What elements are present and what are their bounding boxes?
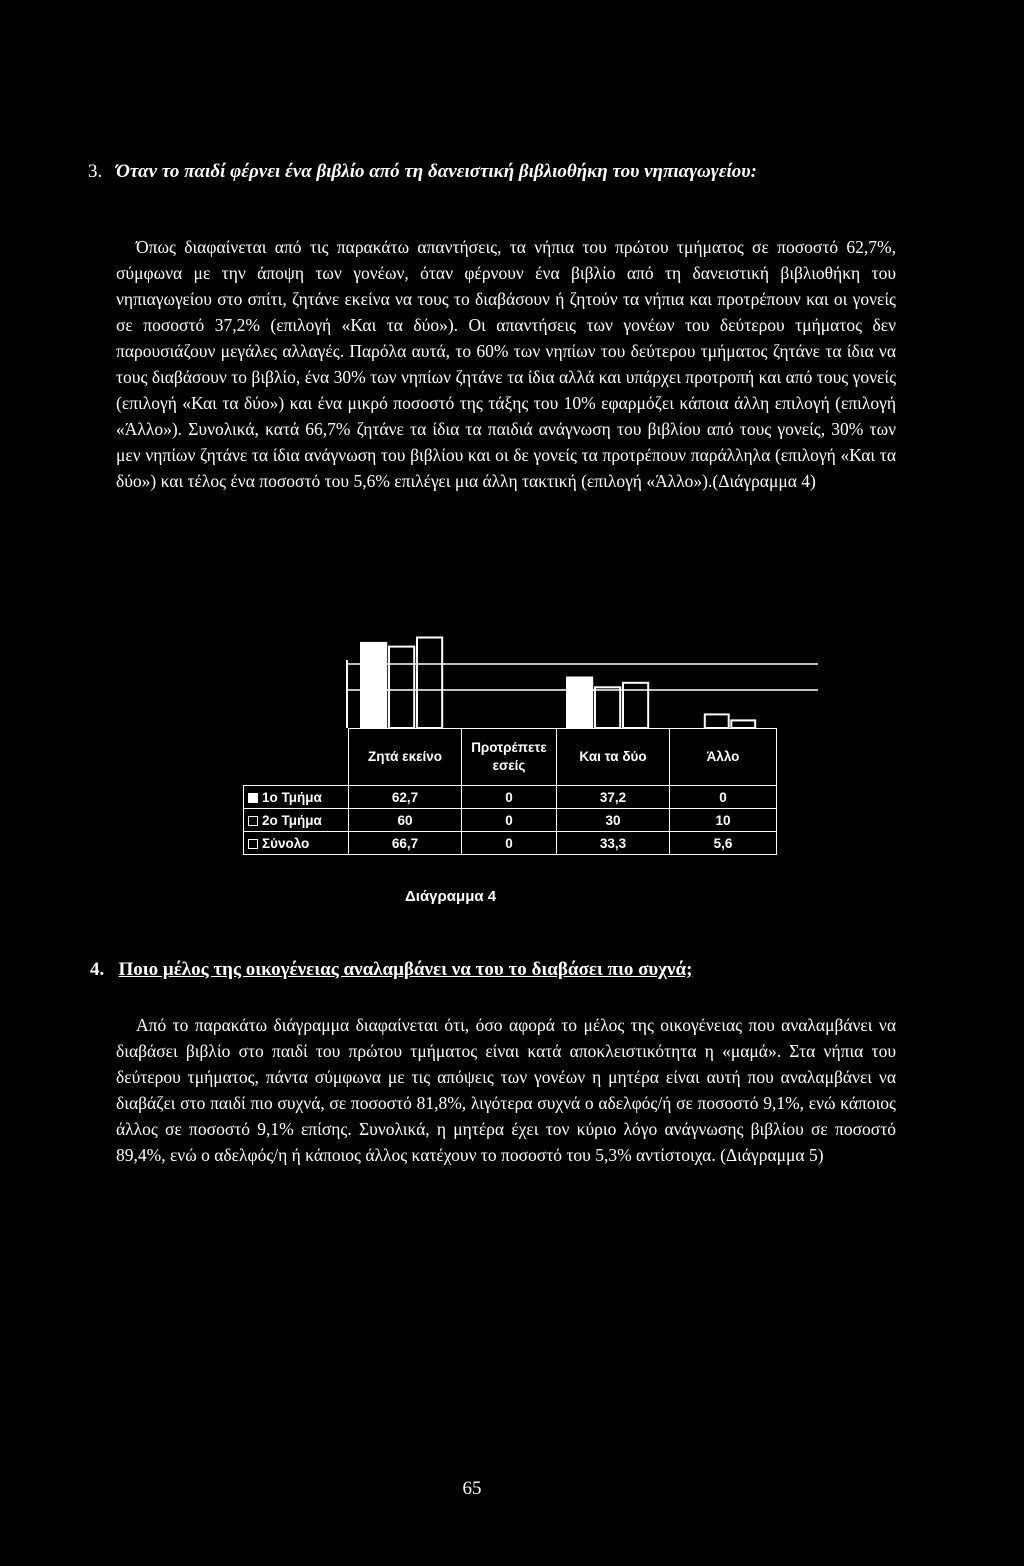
legend-entry: Σύνολο	[244, 832, 349, 855]
bar-1-2	[595, 687, 620, 728]
data-label: 5,6	[670, 832, 777, 855]
table-header-cell: Άλλο	[670, 729, 777, 786]
section-4-number: 4.	[90, 959, 105, 980]
data-label: 30	[557, 809, 670, 832]
data-label: 0	[462, 786, 557, 809]
legend-swatch-outline	[248, 839, 258, 849]
legend-entry: 2ο Τμήμα	[244, 809, 349, 832]
bar-2-2	[623, 683, 648, 728]
data-label: 37,2	[557, 786, 670, 809]
data-label: 62,7	[349, 786, 462, 809]
paragraph-1: Όπως διαφαίνεται από τις παρακάτω απαντήσεις, τα νήπια του πρώτου τμήματος σε ποσοστό 62,7%, σύμφωνα με την άποψη των γονέων, όταν φέρνουν ένα βιβλίο από τη δανειστική βιβλιοθήκη του νηπιαγωγείου στο σπίτι, ζητάνε εκείνα να τους το διαβάσουν ή ζητούν τα νήπια και προτρέπουν και οι γονείς σε ποσοστό 37,2% (επιλογή «Και τα δύο»). Οι απαντήσεις των γονέων του δεύτερου τμήματος δεν παρουσιάζουν μεγάλες αλλαγές. Παρόλα αυτά, το 60% των νηπίων του δεύτερου τμήματος ζητάνε τα ίδια να τους διαβάσουν το βιβλίο, ένα 30% των νηπίων ζητάνε τα ίδια αλλά και υπάρχει προτροπή και από τους γονείς (επιλογή «Και τα δύο») και ένα μικρό ποσοστό της τάξης του 10% εφαρμόζει κάποια άλλη επιλογή (επιλογή «Άλλο»). Συνολικά, κατά 66,7% ζητάνε τα ίδια τα παιδιά ανάγνωση του βιβλίου από τους γονείς, 30% των μεν νηπίων ζητάνε τα ίδια ανάγνωση του βιβλίου και οι δε γονείς τα προτρέπουν παράλληλα (επιλογή «Και τα δύο») και τέλος ένα ποσοστό του 5,6% επιλέγει μια άλλη τακτική (επιλογή «Άλλο»).(Διάγραμμα 4)	[116, 237, 896, 491]
table-row	[244, 809, 777, 832]
data-label: 0	[462, 832, 557, 855]
section-3-number: 3.	[88, 161, 103, 182]
data-label: 0	[462, 809, 557, 832]
bar-2-0	[417, 638, 442, 729]
table-header-cell: Ζητά εκείνο	[349, 729, 462, 786]
data-label: 66,7	[349, 832, 462, 855]
table-row	[244, 786, 777, 809]
bar-0-2	[567, 678, 592, 729]
section-3-title: Όταν το παιδί φέρνει ένα βιβλίο από τη δανειστική βιβλιοθήκη του νηπιαγωγείου:	[116, 161, 757, 182]
table-header-cell: Προτρέπετε εσείς	[462, 729, 557, 786]
chart-4-caption: Διάγραμμα 4	[405, 888, 497, 905]
bar-1-3	[705, 714, 729, 728]
data-label: 10	[670, 809, 777, 832]
chart-4-data-table	[243, 728, 777, 855]
legend-swatch-filled	[248, 793, 258, 803]
data-label: 33,3	[557, 832, 670, 855]
data-label: 60	[349, 809, 462, 832]
table-row	[244, 832, 777, 855]
bar-1-0	[389, 647, 414, 728]
table-header-row	[244, 729, 777, 786]
table-header-cell: Και τα δύο	[557, 729, 670, 786]
page-number: 65	[462, 1478, 482, 1499]
paragraph-2: Από το παρακάτω διάγραμμα διαφαίνεται ότι, όσο αφορά το μέλος της οικογένειας που αναλαμβάνει να διαβάσει βιβλίο στο παιδί του πρώτου τμήματος είναι κατά αποκλειστικότητα η «μαμά». Στα νήπια του δεύτερου τμήματος, πάντα σύμφωνα με τις απόψεις των γονέων η μητέρα είναι αυτή που αναλαμβάνει να διαβάζει στο παιδί πιο συχνά, σε ποσοστό 81,8%, λιγότερα συχνά ο αδελφός/ή σε ποσοστό 9,1%, ενώ κάποιος άλλος σε ποσοστό 9,1% επίσης. Συνολικά, η μητέρα έχει τον κύριο λόγο ανάγνωσης βιβλίου σε ποσοστό 89,4%, ενώ ο αδελφός/η ή κάποιος άλλος κατέχουν το ποσοστό του 5,3% αντίστοιχα. (Διάγραμμα 5)	[116, 1015, 896, 1165]
section-3-heading	[88, 158, 958, 186]
legend-swatch-outline	[248, 816, 258, 826]
section-4-title: Ποιο μέλος της οικογένειας αναλαμβάνει να του το διαβάσει πιο συχνά;	[118, 959, 693, 980]
bar-2-3	[731, 720, 755, 728]
legend-entry: 1ο Τμήμα	[244, 786, 349, 809]
bar-0-0	[361, 643, 386, 728]
section-4-heading	[90, 956, 950, 984]
data-label: 0	[670, 786, 777, 809]
table-corner	[244, 729, 349, 786]
